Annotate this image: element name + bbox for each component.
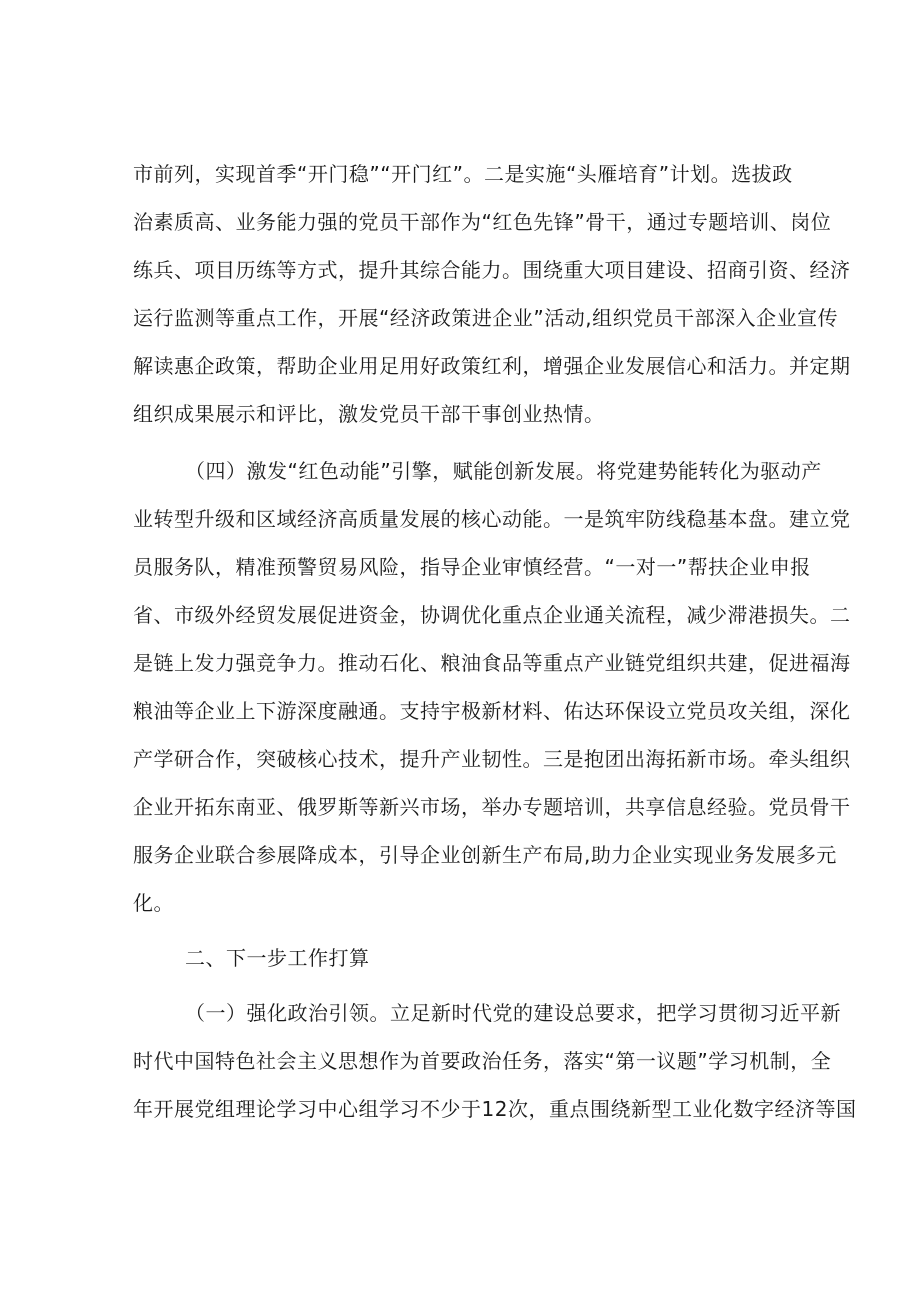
p1-line-2: 治素质高、业务能力强的党员干部作为“红色先锋”骨干，通过专题培训、岗位 (133, 210, 832, 234)
p1-line-6: 组织成果展示和评比，激发党员干部干事创业热情。 (133, 402, 605, 426)
p2-line-2: 业转型升级和区域经济高质量发展的核心动能。一是筑牢防线稳基本盘。建立党 (133, 507, 851, 531)
p1-line-3: 练兵、项目历练等方式，提升其综合能力。围绕重大项目建设、招商引资、经济 (133, 258, 851, 282)
p1-line-4: 运行监测等重点工作，开展“经济政策进企业”活动,组织党员干部深入企业宣传 (133, 306, 839, 330)
section-heading: 二、下一步工作打算 (185, 946, 370, 970)
p1-line-5: 解读惠企政策，帮助企业用足用好政策红利，增强企业发展信心和活力。并定期 (133, 354, 851, 378)
p2-line-3: 员服务队，精准预警贸易风险，指导企业审慎经营。“一对一”帮扶企业申报 (133, 555, 811, 579)
p2-line-6: 粮油等企业上下游深度融通。支持宇极新材料、佑达环保设立党员攻关组，深化 (133, 699, 851, 723)
p3-line-2: 时代中国特色社会主义思想作为首要政治任务，落实“第一议题”学习机制，全 (133, 1049, 832, 1073)
p2-line-7: 产学研合作，突破核心技术，提升产业韧性。三是抱团出海拓新市场。牵头组织 (133, 747, 851, 771)
p2-line-8: 企业开拓东南亚、俄罗斯等新兴市场，举办专题培训，共享信息经验。党员骨干 (133, 795, 851, 819)
p1-line-1: 市前列，实现首季“开门稳”“开门红”。二是实施“头雁培育”计划。选拔政 (133, 162, 793, 186)
p3-line-1: （一）强化政治引领。立足新时代党的建设总要求，把学习贯彻习近平新 (185, 1001, 841, 1025)
p3-line-3: 年开展党组理论学习中心组学习不少于12次，重点围绕新型工业化数字经济等国 (133, 1097, 857, 1121)
p2-line-1: （四）激发“红色动能”引擎，赋能创新发展。将党建势能转化为驱动产 (185, 459, 822, 483)
p2-line-9: 服务企业联合参展降成本，引导企业创新生产布局,助力企业实现业务发展多元 (133, 843, 837, 867)
p2-line-4: 省、市级外经贸发展促进资金，协调优化重点企业通关流程，减少滞港损失。二 (133, 603, 851, 627)
p2-line-5: 是链上发力强竞争力。推动石化、粮油食品等重点产业链党组织共建，促进福海 (133, 651, 851, 675)
p2-line-10: 化。 (133, 891, 174, 915)
